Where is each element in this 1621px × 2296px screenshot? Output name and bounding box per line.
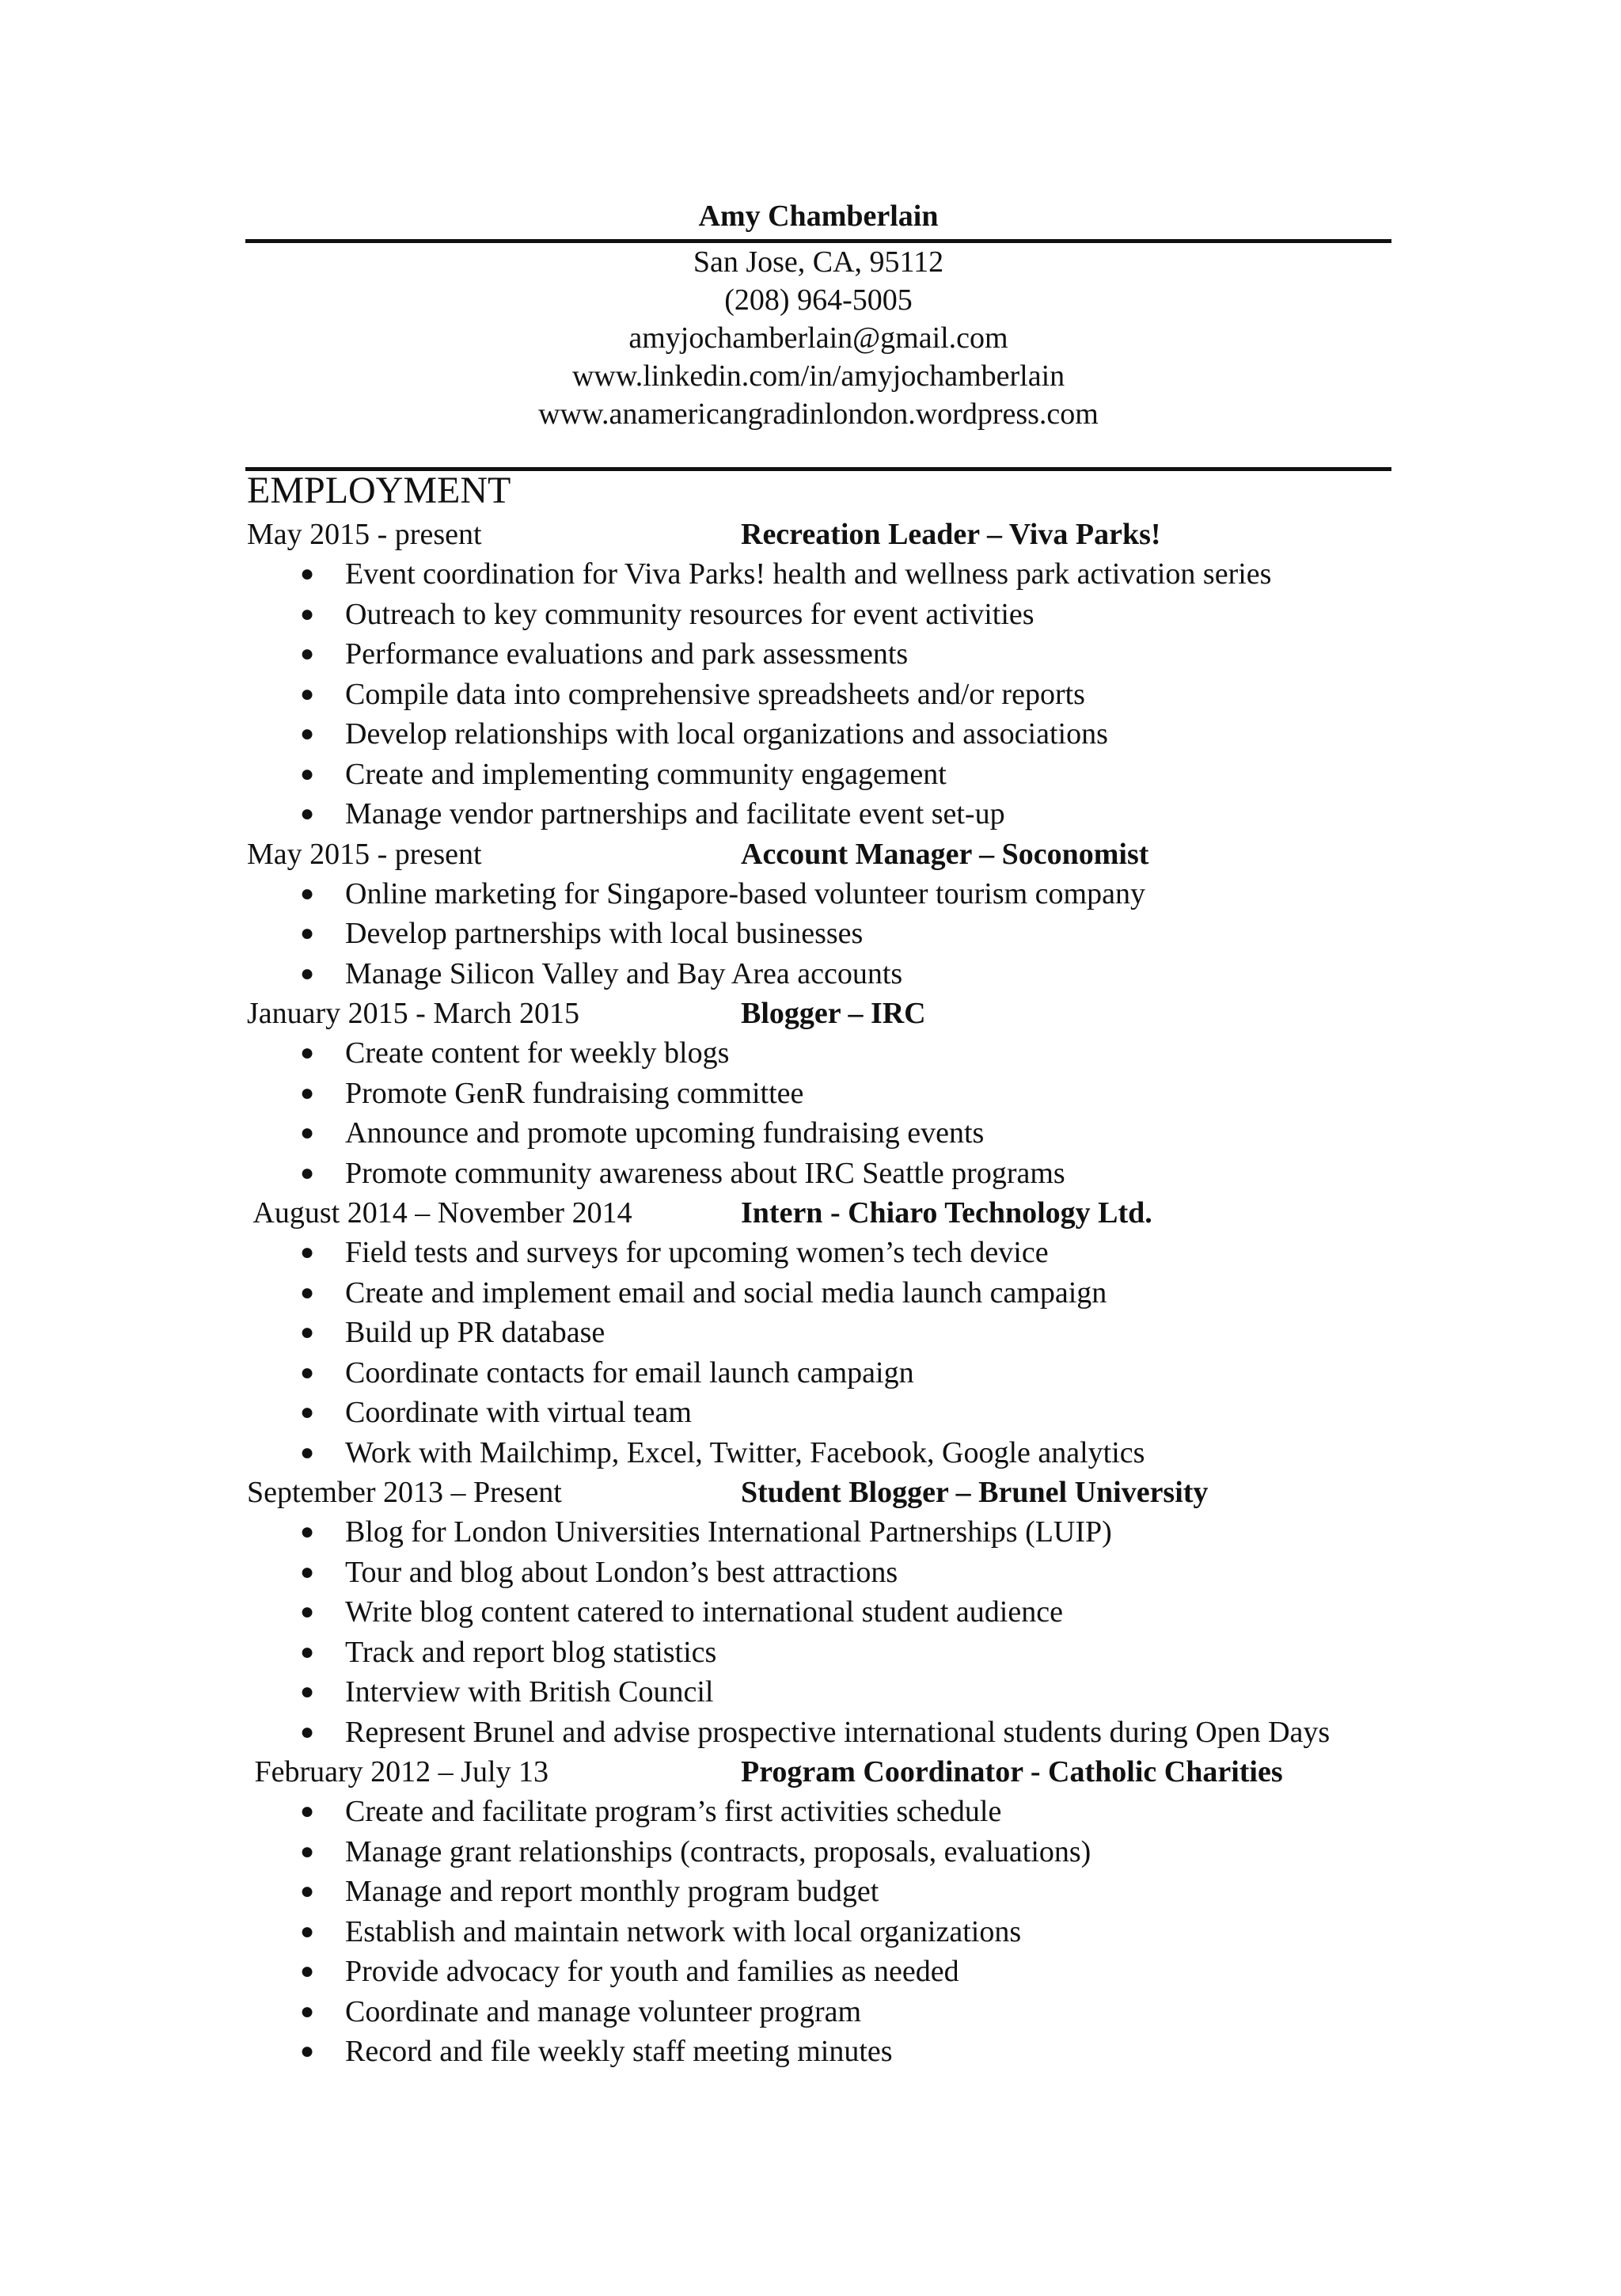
bullet-text: Develop relationships with local organizations and associations xyxy=(345,717,1108,751)
bullet-text: Manage Silicon Valley and Bay Area accounts xyxy=(345,956,903,990)
job-header xyxy=(247,834,1387,874)
bullet-text: Create content for weekly blogs xyxy=(345,1036,730,1070)
bullet-text: Coordinate with virtual team xyxy=(345,1396,692,1429)
list-item xyxy=(247,1792,1387,1832)
bullet-text: Announce and promote upcoming fundraising events xyxy=(345,1116,985,1150)
job-entry xyxy=(247,1473,1387,1752)
bullet-text: Build up PR database xyxy=(345,1316,606,1349)
bullet-icon: ● xyxy=(300,1040,315,1066)
job-entry xyxy=(247,1752,1387,2072)
job-bullets xyxy=(247,874,1387,994)
bullet-icon: ● xyxy=(300,1558,315,1585)
bullet-text: Promote community awareness about IRC Seattle programs xyxy=(345,1156,1065,1190)
bullet-icon: ● xyxy=(300,1838,315,1865)
bullet-text: Coordinate contacts for email launch campaign xyxy=(345,1355,914,1389)
bullet-text: Provide advocacy for youth and families as needed xyxy=(345,1955,959,1988)
bullet-icon: ● xyxy=(300,1399,315,1425)
list-item xyxy=(247,595,1387,635)
job-header xyxy=(247,515,1387,554)
bullet-text: Develop partnerships with local businesses xyxy=(345,917,864,950)
list-item xyxy=(247,1233,1387,1273)
job-entry xyxy=(247,1193,1387,1473)
bullet-icon: ● xyxy=(300,920,315,946)
contact-website: www.anamericangradinlondon.wordpress.com xyxy=(538,397,1099,431)
list-item xyxy=(247,1353,1387,1393)
job-bullets xyxy=(247,1512,1387,1752)
bullet-icon: ● xyxy=(300,1079,315,1106)
job-header xyxy=(247,1473,1387,1512)
list-item xyxy=(247,714,1387,755)
list-item xyxy=(247,1672,1387,1712)
bullet-text: Online marketing for Singapore-based volunteer tourism company xyxy=(345,876,1145,910)
list-item xyxy=(247,874,1387,914)
job-dates: August 2014 – November 2014 xyxy=(247,1196,632,1230)
list-item xyxy=(247,2032,1387,2072)
bullet-text: Represent Brunel and advise prospective international students during Open Days xyxy=(345,1715,1331,1749)
job-dates: September 2013 – Present xyxy=(247,1476,562,1509)
list-item xyxy=(247,1592,1387,1633)
bullet-icon: ● xyxy=(300,1598,315,1625)
list-item xyxy=(247,1832,1387,1872)
bullet-icon: ● xyxy=(300,1718,315,1745)
section-heading: EMPLOYMENT xyxy=(247,469,511,511)
bullet-icon: ● xyxy=(300,1958,315,1984)
job-bullets xyxy=(247,554,1387,834)
job-entry xyxy=(247,834,1387,994)
job-entry xyxy=(247,515,1387,834)
bullet-text: Manage grant relationships (contracts, proposals, evaluations) xyxy=(345,1834,1091,1868)
bullet-icon: ● xyxy=(300,800,315,827)
list-item xyxy=(247,1074,1387,1114)
bullet-text: Event coordination for Viva Parks! health and wellness park activation series xyxy=(345,557,1272,591)
list-item xyxy=(247,1992,1387,2032)
bullet-text: Track and report blog statistics xyxy=(345,1635,717,1669)
list-item xyxy=(247,1712,1387,1753)
bullet-icon: ● xyxy=(300,880,315,907)
list-item xyxy=(247,1433,1387,1473)
job-dates: May 2015 - present xyxy=(247,518,482,551)
bullet-icon: ● xyxy=(300,1798,315,1824)
bullet-icon: ● xyxy=(300,760,315,787)
job-title: Intern - Chiaro Technology Ltd. xyxy=(741,1196,1152,1230)
job-list xyxy=(247,515,1387,2072)
bullet-text: Create and facilitate program’s first activities schedule xyxy=(345,1795,1002,1828)
job-header xyxy=(247,994,1387,1033)
bullet-text: Field tests and surveys for upcoming women’s tech device xyxy=(345,1236,1049,1269)
job-title: Program Coordinator - Catholic Charities xyxy=(741,1755,1283,1789)
bullet-icon: ● xyxy=(300,561,315,587)
list-item xyxy=(247,1113,1387,1154)
bullet-text: Create and implementing community engagement xyxy=(345,757,947,791)
bullet-icon: ● xyxy=(300,2038,315,2064)
list-item xyxy=(247,634,1387,675)
bullet-icon: ● xyxy=(300,641,315,667)
bullet-icon: ● xyxy=(300,1159,315,1186)
list-item xyxy=(247,1393,1387,1433)
bullet-icon: ● xyxy=(300,960,315,986)
list-item xyxy=(247,1912,1387,1952)
contact-address: San Jose, CA, 95112 xyxy=(693,245,944,279)
bullet-icon: ● xyxy=(300,1519,315,1545)
bullet-icon: ● xyxy=(300,1678,315,1705)
bullet-icon: ● xyxy=(300,1878,315,1904)
job-entry xyxy=(247,994,1387,1193)
bullet-text: Promote GenR fundraising committee xyxy=(345,1076,804,1110)
contact-linkedin: www.linkedin.com/in/amyjochamberlain xyxy=(571,359,1065,393)
list-item xyxy=(247,914,1387,954)
bullet-text: Tour and blog about London’s best attractions xyxy=(345,1555,898,1589)
job-title: Student Blogger – Brunel University xyxy=(741,1476,1209,1509)
list-item xyxy=(247,1553,1387,1593)
bullet-text: Write blog content catered to international student audience xyxy=(345,1595,1063,1629)
bullet-icon: ● xyxy=(300,1638,315,1665)
bullet-icon: ● xyxy=(300,1319,315,1345)
bullet-icon: ● xyxy=(300,1119,315,1146)
bullet-text: Work with Mailchimp, Excel, Twitter, Facebook, Google analytics xyxy=(345,1435,1145,1469)
job-bullets xyxy=(247,1033,1387,1193)
job-header xyxy=(247,1752,1387,1792)
candidate-name: Amy Chamberlain xyxy=(698,200,939,233)
contact-email: amyjochamberlain@gmail.com xyxy=(628,321,1008,355)
bullet-icon: ● xyxy=(300,1239,315,1265)
job-title: Account Manager – Soconomist xyxy=(741,837,1149,871)
job-title: Recreation Leader – Viva Parks! xyxy=(741,518,1161,551)
bullet-text: Establish and maintain network with local organizations xyxy=(345,1914,1022,1948)
job-dates: February 2012 – July 13 xyxy=(247,1755,549,1789)
job-title: Blogger – IRC xyxy=(741,997,926,1030)
list-item xyxy=(247,554,1387,595)
bullet-text: Coordinate and manage volunteer program xyxy=(345,1994,862,2028)
bullet-text: Blog for London Universities International Partnerships (LUIP) xyxy=(345,1515,1112,1549)
bullet-icon: ● xyxy=(300,600,315,627)
list-item xyxy=(247,755,1387,795)
list-item xyxy=(247,954,1387,994)
job-header xyxy=(247,1193,1387,1233)
bullet-text: Manage and report monthly program budget xyxy=(345,1875,879,1908)
list-item xyxy=(247,1952,1387,1992)
bullet-icon: ● xyxy=(300,720,315,747)
bullet-text: Manage vendor partnerships and facilitate event set-up xyxy=(345,797,1005,831)
bullet-text: Create and implement email and social media launch campaign xyxy=(345,1275,1107,1310)
bullet-icon: ● xyxy=(300,1439,315,1465)
list-item xyxy=(247,794,1387,834)
bullet-icon: ● xyxy=(300,1998,315,2024)
bullet-icon: ● xyxy=(300,1359,315,1386)
bullet-text: Performance evaluations and park assessments xyxy=(345,637,909,671)
job-bullets xyxy=(247,1233,1387,1473)
bullet-text: Interview with British Council xyxy=(345,1675,714,1709)
list-item xyxy=(247,1872,1387,1912)
list-item xyxy=(247,1273,1387,1313)
list-item xyxy=(247,1033,1387,1074)
job-dates: January 2015 - March 2015 xyxy=(247,997,580,1030)
bullet-icon: ● xyxy=(300,1279,315,1306)
job-dates: May 2015 - present xyxy=(247,837,482,871)
bullet-icon: ● xyxy=(300,1918,315,1944)
list-item xyxy=(247,1154,1387,1194)
bullet-text: Outreach to key community resources for event activities xyxy=(345,597,1034,631)
bullet-text: Compile data into comprehensive spreadsheets and/or reports xyxy=(345,677,1085,711)
resume-header xyxy=(245,193,1391,433)
job-bullets xyxy=(247,1792,1387,2072)
list-item xyxy=(247,1512,1387,1553)
list-item xyxy=(247,1633,1387,1673)
bullet-text: Record and file weekly staff meeting minutes xyxy=(345,2035,893,2068)
list-item xyxy=(247,675,1387,715)
list-item xyxy=(247,1313,1387,1353)
contact-phone: (208) 964-5005 xyxy=(724,283,913,317)
bullet-icon: ● xyxy=(300,680,315,707)
employment-section xyxy=(247,469,1387,2072)
